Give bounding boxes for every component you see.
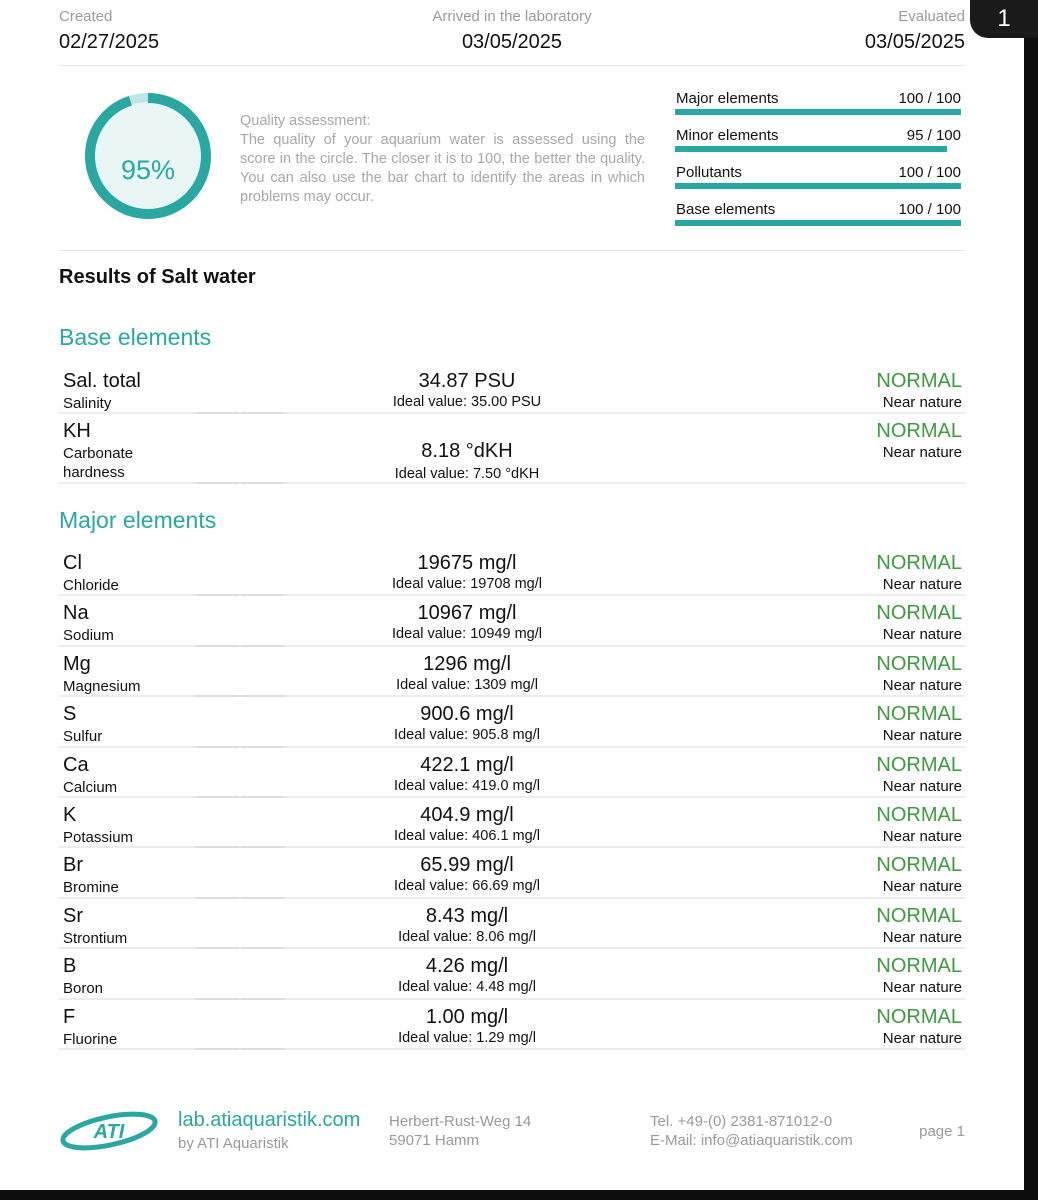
evaluated-label: Evaluated — [898, 8, 965, 25]
status-description: Near nature — [882, 928, 962, 946]
bar-fill — [675, 183, 961, 189]
param-symbol: F — [63, 1005, 76, 1028]
ideal-value: Ideal value: 4.48 mg/l — [398, 979, 536, 996]
result-row — [59, 848, 965, 898]
param-name: Strontium — [63, 929, 128, 947]
param-name: Chloride — [63, 577, 119, 594]
result-row — [59, 546, 965, 596]
screen-edge-bar — [1024, 0, 1038, 1200]
bar-base-elements — [675, 199, 961, 236]
param-symbol: Mg — [63, 652, 91, 675]
param-symbol: Sr — [63, 904, 83, 927]
param-name: Magnesium — [63, 677, 141, 695]
param-symbol: Cl — [63, 552, 82, 574]
result-row — [59, 414, 965, 484]
logo-text: ATI — [93, 1121, 125, 1143]
evaluated-date — [865, 8, 965, 54]
bar-fill — [675, 109, 961, 115]
status-description: Near nature — [882, 827, 962, 845]
phone-number: Tel. +49-(0) 2381-871012-0 — [650, 1113, 833, 1130]
status-label: NORMAL — [876, 420, 962, 443]
status-description: Near nature — [882, 394, 962, 411]
bar-fill — [675, 220, 961, 226]
arrived-date — [430, 8, 594, 54]
status-description: Near nature — [882, 777, 962, 795]
result-row — [59, 697, 965, 747]
param-symbol: KH — [63, 420, 91, 443]
category-bar-chart — [675, 88, 961, 236]
results-title: Results of Salt water — [59, 266, 256, 288]
ideal-value: Ideal value: 8.06 mg/l — [398, 928, 536, 945]
address-street: Herbert-Rust-Weg 14 — [389, 1113, 532, 1130]
report-dates — [59, 8, 965, 66]
bar-pollutants — [675, 162, 961, 199]
status-description: Near nature — [882, 727, 962, 745]
measured-value: 404.9 mg/l — [420, 803, 514, 826]
status-description: Near nature — [882, 1029, 962, 1047]
status-label: NORMAL — [876, 552, 962, 574]
created-label: Created — [59, 8, 113, 25]
bar-label: Minor elements — [676, 127, 779, 144]
bar-minor-elements — [675, 125, 961, 162]
status-description: Near nature — [882, 576, 962, 593]
param-symbol: K — [63, 803, 77, 826]
ideal-value: Ideal value: 66.69 mg/l — [394, 878, 540, 895]
param-symbol: S — [63, 703, 77, 726]
measured-value: 900.6 mg/l — [420, 703, 514, 726]
bar-label: Major elements — [676, 90, 779, 107]
created-date — [59, 8, 159, 54]
ideal-value: Ideal value: 1.29 mg/l — [398, 1029, 536, 1046]
status-description: Near nature — [882, 676, 962, 694]
measured-value: 8.43 mg/l — [425, 904, 509, 927]
status-description: Near nature — [882, 979, 962, 997]
status-label: NORMAL — [876, 904, 962, 927]
status-label: NORMAL — [876, 652, 962, 675]
param-name: Bromine — [63, 879, 119, 897]
status-label: NORMAL — [876, 753, 962, 776]
bar-label: Pollutants — [676, 164, 742, 181]
result-row — [59, 899, 965, 949]
bar-score: 100 / 100 — [898, 164, 961, 181]
measured-value: 10967 mg/l — [417, 602, 517, 625]
param-symbol: B — [63, 955, 77, 978]
status-label: NORMAL — [876, 955, 962, 978]
page-number: page 1 — [919, 1123, 965, 1140]
result-row — [59, 798, 965, 848]
status-label: NORMAL — [876, 602, 962, 625]
status-description: Near nature — [882, 626, 962, 644]
param-name: Boron — [63, 980, 104, 998]
base-elements-heading: Base elements — [59, 324, 212, 350]
param-name: Salinity — [63, 395, 112, 412]
ideal-value: Ideal value: 7.50 °dKH — [394, 466, 540, 483]
param-name: Sodium — [63, 627, 114, 645]
status-label: NORMAL — [876, 803, 962, 826]
result-row — [59, 596, 965, 646]
address-city: 59071 Hamm — [389, 1132, 480, 1149]
status-description: Near nature — [882, 444, 962, 462]
measured-value: 422.1 mg/l — [420, 753, 514, 776]
score-ring-arc — [85, 93, 211, 219]
param-name: Carbonate hardness — [63, 445, 134, 482]
result-row — [59, 364, 965, 414]
param-symbol: Ca — [63, 753, 89, 776]
created-value: 02/27/2025 — [59, 31, 160, 53]
screen-bottom-bar — [0, 1190, 1038, 1200]
ideal-value: Ideal value: 19708 mg/l — [392, 576, 542, 592]
bar-major-elements — [675, 88, 961, 125]
quality-text: The quality of your aquarium water is assessed using the score in the circle. The closer it is to 100, the better the quality. You can also use the bar chart to identify the areas in which problems may occur. — [240, 132, 645, 205]
param-symbol: Na — [63, 602, 89, 625]
ideal-value: Ideal value: 1309 mg/l — [396, 676, 538, 693]
website-link[interactable]: lab.atiaquaristik.com — [178, 1109, 361, 1131]
major-elements-heading: Major elements — [59, 507, 217, 533]
param-name: Sulfur — [63, 728, 103, 746]
bar-score: 100 / 100 — [898, 90, 961, 107]
measured-value: 1296 mg/l — [423, 652, 511, 675]
arrived-value: 03/05/2025 — [461, 31, 563, 53]
ideal-value: Ideal value: 406.1 mg/l — [394, 827, 540, 844]
page-number-badge: 1 — [970, 0, 1038, 38]
measured-value: 19675 mg/l — [417, 552, 517, 574]
param-symbol: Sal. total — [63, 370, 141, 392]
measured-value: 1.00 mg/l — [425, 1005, 509, 1028]
measured-value: 4.26 mg/l — [425, 955, 509, 978]
ideal-value: Ideal value: 905.8 mg/l — [394, 727, 540, 744]
param-name: Calcium — [63, 778, 118, 796]
quality-heading: Quality assessment: — [240, 113, 371, 129]
ideal-value: Ideal value: 419.0 mg/l — [394, 777, 540, 794]
result-row — [59, 949, 965, 999]
quality-assessment — [240, 112, 645, 207]
result-row — [59, 748, 965, 798]
result-row — [59, 1000, 965, 1050]
major-elements-table — [59, 546, 965, 1050]
status-label: NORMAL — [876, 703, 962, 726]
ideal-value: Ideal value: 10949 mg/l — [392, 626, 542, 643]
evaluated-value: 03/05/2025 — [864, 31, 965, 53]
measured-value: 65.99 mg/l — [420, 854, 514, 877]
bar-fill — [675, 146, 947, 152]
quality-score-ring — [85, 93, 211, 219]
bar-label: Base elements — [676, 201, 776, 218]
page-footer — [59, 1105, 965, 1165]
arrived-label: Arrived in the laboratory — [432, 8, 592, 25]
param-name: Fluorine — [63, 1030, 118, 1048]
status-label: NORMAL — [876, 370, 962, 392]
result-row — [59, 647, 965, 697]
ideal-value: Ideal value: 35.00 PSU — [392, 394, 542, 410]
bar-score: 100 / 100 — [898, 201, 961, 218]
quality-score-value: 95% — [120, 155, 176, 185]
measured-value: 34.87 PSU — [418, 370, 516, 392]
section-divider — [59, 250, 965, 251]
bar-score: 95 / 100 — [906, 127, 961, 144]
ati-logo — [59, 1105, 159, 1155]
measured-value: 8.18 °dKH — [421, 440, 513, 463]
status-description: Near nature — [882, 878, 962, 896]
status-label: NORMAL — [876, 854, 962, 877]
status-label: NORMAL — [876, 1005, 962, 1028]
param-name: Potassium — [63, 828, 134, 846]
email-address[interactable]: E-Mail: info@atiaquaristik.com — [650, 1132, 853, 1149]
company-byline: by ATI Aquaristik — [178, 1135, 289, 1152]
param-symbol: Br — [63, 854, 83, 877]
base-elements-table — [59, 364, 965, 484]
